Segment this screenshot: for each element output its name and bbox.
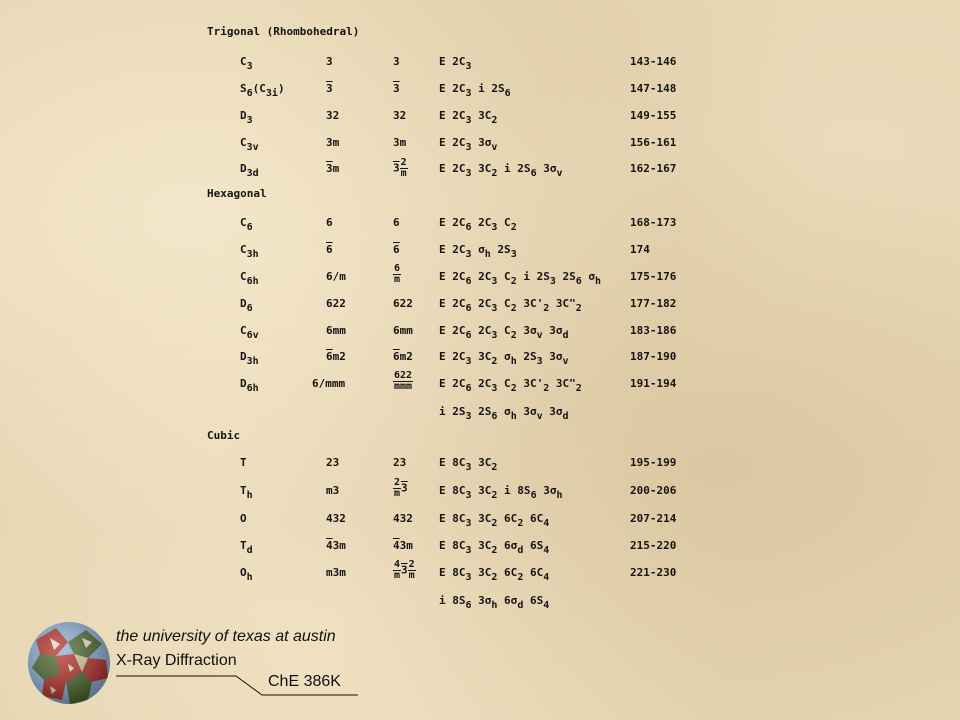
space-group-range: 174 — [630, 243, 650, 256]
schoenflies-symbol: $C_6$ — [240, 216, 253, 233]
hm-full-symbol: 6mm — [393, 324, 413, 337]
space-group-range: 143-146 — [630, 55, 677, 68]
hm-full-symbol: 622 — [393, 297, 413, 310]
schoenflies-symbol: T — [240, 456, 247, 469]
hm-full-symbol: 3 — [393, 82, 400, 95]
space-group-range: 183-186 — [630, 324, 677, 337]
hm-short-symbol: 6m2 — [326, 350, 346, 363]
hm-short-symbol: 432 — [326, 512, 346, 525]
hm-short-symbol: 6/m — [326, 270, 346, 283]
symmetry-operations: E $2C_3$ $3C_2$ $\sigma_h$ $2S_3$ $3\sigma_v$ — [439, 350, 569, 367]
hm-full-symbol: $\frac{4}{m}$ 3 $\frac{2}{m}$ — [394, 559, 415, 581]
schoenflies-symbol: $T_h$ — [240, 484, 253, 501]
space-group-range: 221-230 — [630, 566, 677, 579]
hm-short-symbol: 23 — [326, 456, 340, 469]
symmetry-operations: E $2C_6$ $2C_3$ $C_2$ $3C'_2$ $3C"_2$ — [439, 297, 582, 314]
schoenflies-symbol: $T_d$ — [240, 539, 253, 556]
space-group-range: 215-220 — [630, 539, 677, 552]
schoenflies-symbol: $C_{3h}$ — [240, 243, 259, 260]
symmetry-operations: E $2C_3$ $\sigma_h$ $2S_3$ — [439, 243, 517, 260]
schoenflies-symbol: $C_{6v}$ — [240, 324, 259, 341]
hm-short-symbol: 6/mmm — [312, 377, 346, 390]
symmetry-operations: E $2C_6$ $2C_3$ $C_2$ — [439, 216, 517, 233]
hm-short-symbol: 6mm — [326, 324, 346, 337]
symmetry-operations: E $2C_3$ i $2S_6$ — [439, 82, 511, 99]
hm-short-symbol: 3m — [326, 136, 340, 149]
hm-full-symbol: 6 — [393, 243, 400, 256]
symmetry-operations: E $2C_6$ $2C_3$ $C_2$ $3\sigma_v$ $3\sigma_d$ — [439, 324, 569, 341]
subject-title: X-Ray Diffraction — [116, 652, 237, 669]
hm-full-symbol: 3 — [393, 55, 400, 68]
symmetry-operations: E $8C_3$ $3C_2$ — [439, 456, 498, 473]
hm-full-symbol: 43m — [393, 539, 413, 552]
schoenflies-symbol: $C_{6h}$ — [240, 270, 259, 287]
hm-short-symbol: 622 — [326, 297, 346, 310]
hm-short-symbol: 3 — [326, 82, 333, 95]
hm-full-symbol: $\frac{2}{m}$ 3 — [394, 477, 408, 499]
schoenflies-symbol: $O_h$ — [240, 566, 253, 583]
hm-short-symbol: m3m — [326, 566, 346, 579]
schoenflies-symbol: $D_{3h}$ — [240, 350, 259, 367]
hm-full-symbol: 3 $\frac{2}{m}$ — [393, 157, 407, 179]
symmetry-operations: E $2C_3$ — [439, 55, 472, 72]
schoenflies-symbol: $D_{3d}$ — [240, 162, 259, 179]
symmetry-operations-continued: i $2S_3$ $2S_6$ $\sigma_h$ $3\sigma_v$ $3\sigma_d$ — [439, 405, 569, 422]
space-group-range: 175-176 — [630, 270, 677, 283]
space-group-range: 187-190 — [630, 350, 677, 363]
schoenflies-symbol: $C_{3v}$ — [240, 136, 259, 153]
space-group-range: 162-167 — [630, 162, 677, 175]
section-heading-trigonal: Trigonal (Rhombohedral) — [207, 25, 360, 38]
course-code: ChE 386K — [268, 673, 341, 690]
symmetry-operations: E $8C_3$ $3C_2$ $6\sigma_d$ $6S_4$ — [439, 539, 550, 556]
section-heading-cubic: Cubic — [207, 429, 241, 442]
hm-full-symbol: $\frac{622}{\text{mmm}}$ — [394, 370, 413, 392]
symmetry-operations-continued: i $8S_6$ $3\sigma_h$ $6\sigma_d$ $6S_4$ — [439, 594, 550, 611]
hm-full-symbol: 432 — [393, 512, 413, 525]
symmetry-operations: E $2C_3$ $3C_2$ — [439, 109, 498, 126]
symmetry-operations: E $2C_6$ $2C_3$ $C_2$ $3C'_2$ $3C"_2$ — [439, 377, 582, 394]
schoenflies-symbol: $D_3$ — [240, 109, 253, 126]
hm-short-symbol: 3m — [326, 162, 340, 175]
hm-short-symbol: 6 — [326, 243, 333, 256]
space-group-range: 168-173 — [630, 216, 677, 229]
hm-full-symbol: 6 — [393, 216, 400, 229]
symmetry-operations: E $2C_3$ $3\sigma_v$ — [439, 136, 498, 153]
space-group-range: 149-155 — [630, 109, 677, 122]
schoenflies-symbol: O — [240, 512, 247, 525]
hm-short-symbol: 6 — [326, 216, 333, 229]
space-group-range: 177-182 — [630, 297, 677, 310]
hm-full-symbol: 3m — [393, 136, 407, 149]
space-group-range: 207-214 — [630, 512, 677, 525]
schoenflies-symbol: $S_6(C_{3i})$ — [240, 82, 285, 99]
escher-globe-logo — [26, 620, 112, 706]
space-group-range: 147-148 — [630, 82, 677, 95]
hm-short-symbol: m3 — [326, 484, 340, 497]
hm-short-symbol: 3 — [326, 55, 333, 68]
symmetry-operations: E $8C_3$ $3C_2$ $6C_2$ $6C_4$ — [439, 566, 550, 583]
schoenflies-symbol: $C_3$ — [240, 55, 253, 72]
symmetry-operations: E $8C_3$ $3C_2$ i $8S_6$ $3\sigma_h$ — [439, 484, 563, 501]
symmetry-operations: E $8C_3$ $3C_2$ $6C_2$ $6C_4$ — [439, 512, 550, 529]
hm-full-symbol: 6m2 — [393, 350, 413, 363]
hm-full-symbol: 32 — [393, 109, 407, 122]
university-name: the university of texas at austin — [116, 628, 336, 645]
space-group-range: 200-206 — [630, 484, 677, 497]
symmetry-operations: E $2C_6$ $2C_3$ $C_2$ i $2S_3$ $2S_6$ $\sigma_h$ — [439, 270, 602, 287]
hm-short-symbol: 43m — [326, 539, 346, 552]
space-group-range: 195-199 — [630, 456, 677, 469]
schoenflies-symbol: $D_{6h}$ — [240, 377, 259, 394]
symmetry-operations: E $2C_3$ $3C_2$ i $2S_6$ $3\sigma_v$ — [439, 162, 563, 179]
hm-full-symbol: 23 — [393, 456, 407, 469]
schoenflies-symbol: $D_6$ — [240, 297, 253, 314]
space-group-range: 156-161 — [630, 136, 677, 149]
hm-short-symbol: 32 — [326, 109, 340, 122]
hm-full-symbol: $\frac{6}{m}$ — [394, 263, 401, 285]
section-heading-hexagonal: Hexagonal — [207, 187, 267, 200]
space-group-range: 191-194 — [630, 377, 677, 390]
